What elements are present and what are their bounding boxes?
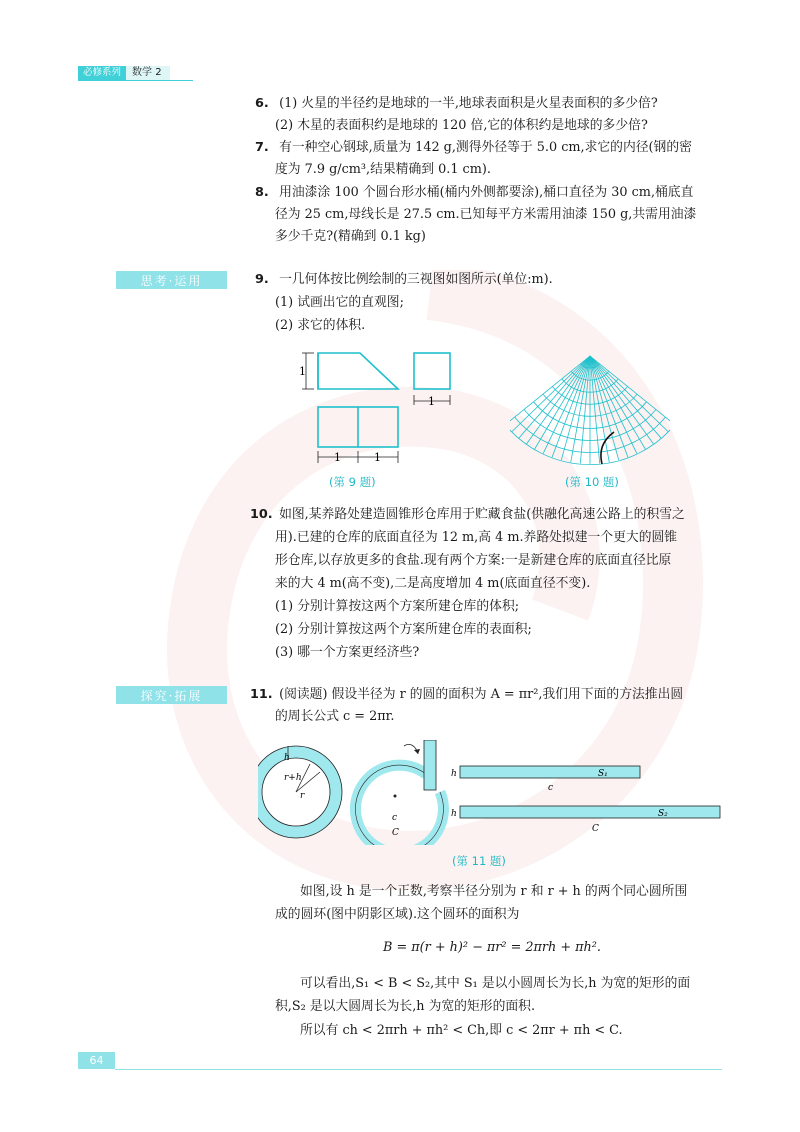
paragraph-line: 积,S₂ 是以大圆周长为长,h 为宽的矩形的面积. [275, 999, 536, 1014]
header-rule [78, 80, 193, 81]
label-c1: c [548, 783, 554, 793]
page-number: 64 [78, 1052, 115, 1069]
problem-text: 的周长公式 c = 2πr. [275, 709, 395, 724]
figure-11-caption: (第 11 题) [452, 854, 506, 868]
problem-7 [255, 139, 692, 157]
label-S2: S₂ [658, 809, 668, 819]
label-r: r [300, 791, 305, 801]
problem-8 [255, 184, 693, 202]
paragraph-line: 可以看出,S₁ < B < S₂,其中 S₁ 是以小圆周长为长,h 为宽的矩形的面 [300, 976, 691, 991]
side-view [414, 353, 450, 389]
paragraph-line: 成的圆环(图中阴影区域).这个圆环的面积为 [275, 907, 520, 922]
problem-text: (1) 分别计算按这两个方案所建仓库的体积; [275, 599, 520, 614]
problem-text: (2) 求它的体积. [275, 318, 366, 333]
label-h: h [284, 753, 290, 763]
problem-number: 8. [255, 185, 269, 200]
problem-11 [250, 686, 683, 704]
label-r-plus-h: r+h [284, 773, 302, 783]
problem-10 [250, 506, 685, 524]
paragraph-line: 如图,设 h 是一个正数,考察半径分别为 r 和 r + h 的两个同心圆所围 [300, 884, 688, 899]
rotation-arrow [404, 744, 418, 754]
figure-9-three-views [290, 345, 470, 470]
rect-S2 [460, 806, 720, 818]
problem-6 [255, 95, 658, 113]
problem-text: 如图,某养路处建造圆锥形仓库用于贮藏食盐(供融化高速公路上的积雪之 [279, 507, 685, 522]
dim-label-side: 1 [299, 365, 306, 378]
series-label: 必修系列 [78, 66, 126, 80]
label-C: C [392, 828, 399, 838]
figure-10-caption: (第 10 题) [565, 475, 619, 489]
cone-spoke [590, 356, 637, 454]
problem-text: (1) 试画出它的直观图; [275, 295, 404, 310]
dim-label-b: 1 [374, 451, 381, 464]
problem-9 [255, 271, 553, 289]
problem-number: 11. [250, 687, 273, 702]
problem-text: 有一种空心钢球,质量为 142 g,测得外径等于 5.0 cm,求它的内径(钢的密 [279, 140, 692, 155]
problem-text: 来的大 4 m(高不变),二是高度增加 4 m(底面直径不变). [275, 576, 591, 591]
label-h2: h [451, 809, 457, 819]
label-c: c [392, 813, 398, 823]
section-tab-think: 思考·运用 [116, 271, 227, 289]
label-S1: S₁ [598, 769, 608, 779]
figure-11-annulus [258, 740, 728, 845]
problem-text: (2) 分别计算按这两个方案所建仓库的表面积; [275, 622, 532, 637]
problem-text: (1) 火星的半径约是地球的一半,地球表面积是火星表面积的多少倍? [279, 96, 658, 111]
problem-text: 径为 25 cm,母线长是 27.5 cm.已知每平方米需用油漆 150 g,共需用油漆 [275, 207, 697, 222]
unrolled-strip [424, 740, 436, 790]
problem-text: 度为 7.9 g/cm³,结果精确到 0.1 cm). [275, 162, 491, 177]
cone-spoke [590, 356, 661, 438]
area-formula: B = π(r + h)² − πr² = 2πrh + πh². [383, 940, 601, 955]
label-C2: C [592, 824, 599, 834]
cone-spoke [519, 356, 590, 438]
problem-number: 7. [255, 140, 269, 155]
problem-number: 6. [255, 96, 269, 111]
label-h1: h [451, 769, 457, 779]
dim-label-width: 1 [428, 395, 435, 408]
problem-text: 一几何体按比例绘制的三视图如图所示(单位:m). [279, 272, 553, 287]
dim-label-a: 1 [334, 451, 341, 464]
figure-9-caption: (第 9 题) [329, 475, 376, 489]
cone-spoke [543, 356, 590, 454]
problem-text: 形仓库,以存放更多的食盐.现有两个方案:一是新建仓库的底面直径比原 [275, 553, 672, 568]
problem-number: 10. [250, 507, 273, 522]
paragraph-line: 所以有 ch < 2πrh + πh² < Ch,即 c < 2πr + πh < C. [300, 1023, 623, 1038]
problem-text: 多少千克?(精确到 0.1 kg) [275, 229, 426, 244]
problem-text: (3) 哪一个方案更经济些? [275, 645, 420, 660]
problem-number: 9. [255, 272, 269, 287]
section-tab-explore: 探究·拓展 [116, 686, 227, 704]
footer-rule [115, 1069, 722, 1070]
problem-text: (2) 木星的表面积约是地球的 120 倍,它的体积约是地球的多少倍? [275, 118, 648, 133]
problem-text: 用油漆涂 100 个圆台形水桶(桶内外侧都要涂),桶口直径为 30 cm,桶底直 [279, 185, 694, 200]
problem-text: 用).已建的仓库的底面直径为 12 m,高 4 m.养路处拟建一个更大的圆锥 [275, 530, 678, 545]
problem-text: (阅读题) 假设半径为 r 的圆的面积为 A = πr²,我们用下面的方法推出圆 [279, 687, 684, 702]
rect-S1 [460, 766, 640, 778]
front-view [318, 353, 398, 389]
figure-10-cone [510, 352, 670, 470]
running-header [78, 66, 170, 80]
book-label: 数学 2 [126, 66, 170, 80]
